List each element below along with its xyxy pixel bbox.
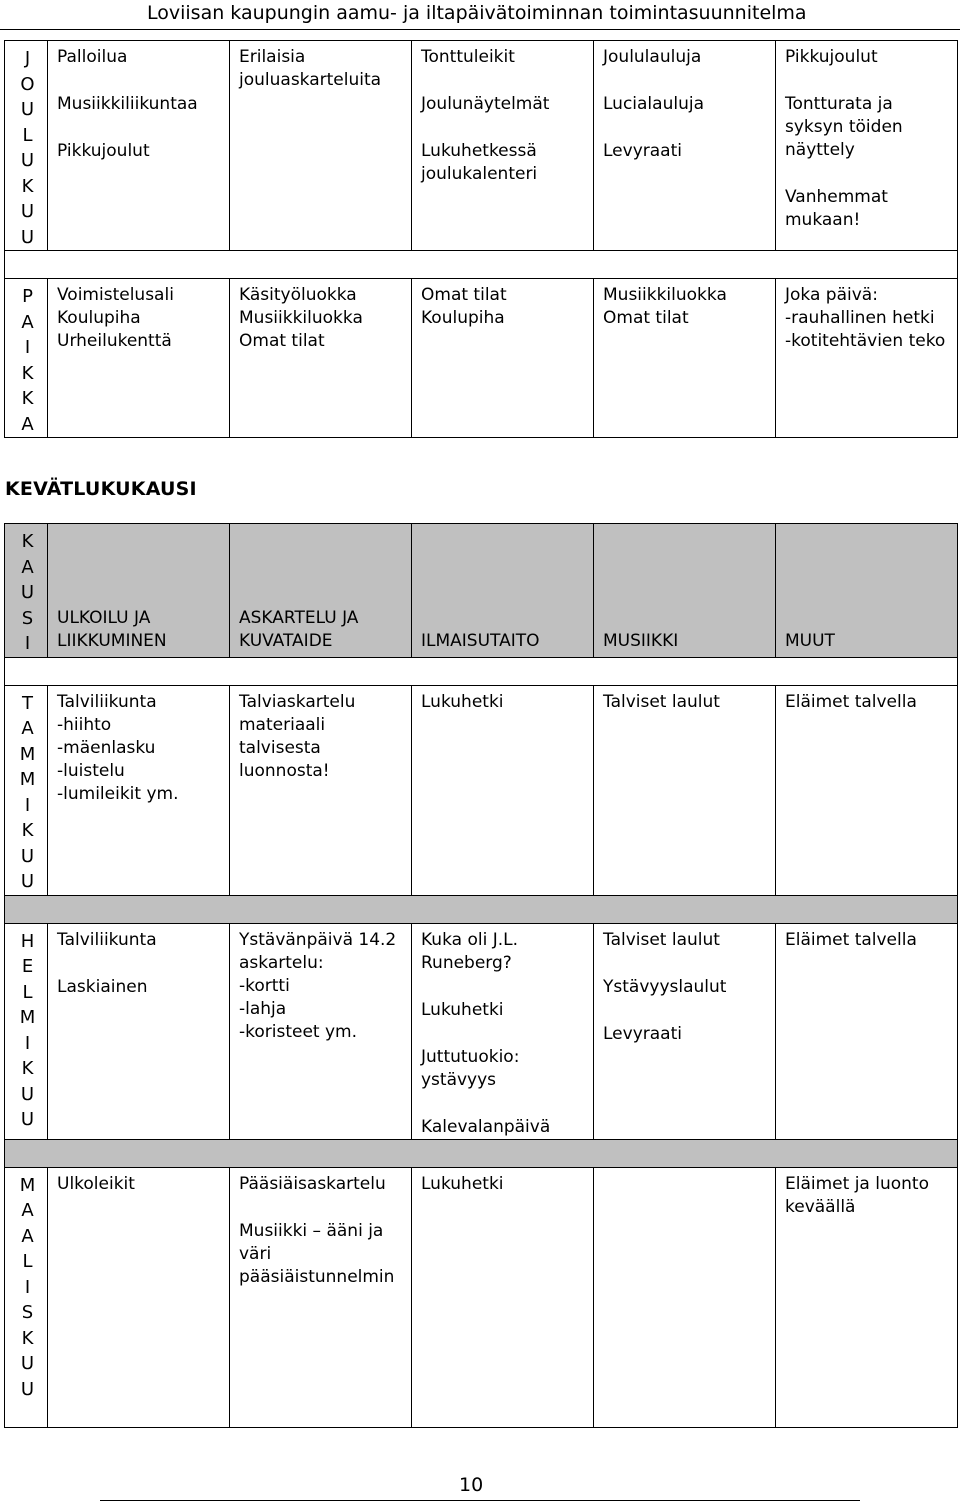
cell-line: ULKOILU JA — [57, 607, 151, 628]
header-outdoor — [48, 524, 230, 658]
cell-line: Palloilua — [57, 47, 128, 67]
month-letter: U — [20, 582, 35, 603]
month-letter: K — [21, 820, 34, 841]
cell-line: LIIKKUMINEN — [57, 630, 167, 651]
cell-line: Musiikkiluokka — [239, 308, 363, 328]
cell-line: joulukalenteri — [421, 164, 538, 184]
cell-crafts — [230, 685, 412, 895]
month-letter: I — [24, 337, 31, 358]
cell-line: Tonttuleikit — [421, 47, 515, 67]
spacer — [57, 952, 223, 976]
cell-line: syksyn töiden — [785, 117, 903, 137]
cell-outdoor — [48, 685, 230, 895]
month-letter: M — [19, 1174, 36, 1196]
spacer — [603, 116, 769, 140]
month-letter: L — [22, 124, 33, 146]
separator-row — [5, 251, 958, 279]
cell-line: Talviaskartelu — [239, 691, 356, 712]
month-letter: I — [24, 1032, 31, 1054]
cell-expression — [412, 923, 594, 1139]
running-header — [0, 0, 960, 30]
month-letter: K — [21, 1058, 34, 1079]
cell-crafts — [230, 1167, 412, 1427]
month-letter: J — [24, 48, 31, 69]
cell-line: jouluaskarteluita — [239, 70, 382, 90]
cell-line: Ystävyyslaulut — [603, 976, 727, 997]
cell-line: -koristeet ym. — [239, 1021, 358, 1042]
spacer — [421, 1022, 587, 1046]
month-letter: O — [20, 73, 35, 95]
cell-outdoor — [48, 923, 230, 1139]
cell-other — [776, 923, 958, 1139]
month-letter: P — [22, 286, 33, 307]
cell-line: Talviset laulut — [603, 929, 720, 950]
month-letters — [5, 524, 48, 658]
month-letter: K — [21, 175, 34, 197]
cell-line: Eläimet ja luonto — [785, 1173, 929, 1194]
cell-line: Voimistelusali — [57, 285, 174, 305]
footer-rule — [100, 1500, 860, 1501]
month-row — [5, 685, 958, 895]
cell-line: Talviliikunta — [57, 929, 157, 950]
header-expression — [412, 524, 594, 658]
season-title: KEVÄTLUKUKAUSI — [5, 478, 197, 500]
month-letter: A — [21, 311, 34, 333]
month-letter: U — [20, 226, 35, 248]
cell-expression — [412, 279, 594, 438]
cell-line: Levyraati — [603, 141, 682, 161]
month-letter: L — [22, 1251, 33, 1272]
cell-line: Joulunäytelmät — [421, 94, 550, 114]
cell-line: Eläimet talvella — [785, 691, 917, 712]
month-letter: I — [24, 1276, 31, 1298]
cell-line: Lukuhetkessä — [421, 141, 537, 161]
cell-outdoor — [48, 41, 230, 251]
spacer — [603, 999, 769, 1023]
month-letter: U — [20, 1378, 35, 1400]
cell-line: Levyraati — [603, 1023, 682, 1044]
header-other — [776, 524, 958, 658]
cell-line: Runeberg? — [421, 952, 512, 973]
cell-line: -mäenlasku — [57, 737, 156, 758]
cell-line: Musiikki – ääni ja — [239, 1220, 384, 1241]
cell-line: Musiikkiluokka — [603, 285, 727, 305]
cell-line: Talviset laulut — [603, 691, 720, 712]
cell-line: talvisesta — [239, 737, 321, 758]
cell-line: -hiihto — [57, 714, 112, 735]
cell-line: näyttely — [785, 140, 855, 160]
month-letters — [5, 41, 48, 251]
cell-expression — [412, 685, 594, 895]
month-letter: I — [24, 794, 31, 816]
cell-other — [776, 41, 958, 251]
cell-line: ILMAISUTAITO — [421, 630, 540, 651]
month-letter: K — [21, 362, 34, 384]
cell-expression — [412, 41, 594, 251]
cell-music — [594, 41, 776, 251]
spacer — [421, 69, 587, 93]
cell-other — [776, 279, 958, 438]
month-row — [5, 923, 958, 1139]
cell-line: Ulkoleikit — [57, 1173, 135, 1194]
cell-line: -kortti — [239, 975, 290, 996]
spacer — [421, 1092, 587, 1116]
spacer — [421, 116, 587, 140]
month-letter: A — [21, 718, 34, 739]
spacer — [57, 69, 223, 93]
cell-line: -lahja — [239, 998, 287, 1019]
cell-line: Joululauluja — [603, 47, 702, 67]
cell-line: Pikkujoulut — [785, 47, 878, 67]
cell-line: Ystävänpäivä 14.2 — [239, 929, 397, 950]
cell-line: Koulupiha — [57, 308, 141, 328]
separator-row — [5, 1139, 958, 1167]
cell-line: luonnosta! — [239, 760, 330, 781]
header-row — [5, 524, 958, 658]
cell-line: Kuka oli J.L. — [421, 929, 518, 950]
separator-row — [5, 895, 958, 923]
cell-line: Erilaisia — [239, 47, 306, 67]
cell-line: Omat tilat — [603, 308, 689, 328]
separator-row — [5, 657, 958, 685]
cell-line: -lumileikit ym. — [57, 783, 179, 804]
cell-line: pääsiäistunnelmin — [239, 1266, 395, 1287]
separator-cell — [5, 895, 958, 923]
top-activity-table — [4, 40, 958, 438]
cell-line: MUSIIKKI — [603, 630, 679, 651]
separator-cell — [5, 251, 958, 279]
separator-cell — [5, 1139, 958, 1167]
cell-line: Laskiainen — [57, 976, 148, 997]
cell-line: väri — [239, 1243, 272, 1264]
month-letter: L — [22, 981, 33, 1003]
month-letter: U — [20, 1083, 35, 1105]
month-letter: S — [21, 607, 34, 629]
cell-music — [594, 279, 776, 438]
month-letter: K — [21, 1327, 34, 1349]
cell-line: Pääsiäisaskartelu — [239, 1173, 386, 1194]
month-letters — [5, 923, 48, 1139]
cell-line: keväällä — [785, 1196, 856, 1217]
cell-expression — [412, 1167, 594, 1427]
cell-line: materiaali — [239, 714, 326, 735]
cell-line: KUVATAIDE — [239, 630, 333, 651]
cell-line: Tontturata ja — [785, 94, 893, 114]
cell-line: MUUT — [785, 630, 835, 651]
spacer — [421, 975, 587, 999]
month-row — [5, 1167, 958, 1427]
cell-line: Lukuhetki — [421, 691, 504, 712]
month-letter: U — [20, 150, 35, 171]
cell-line: Joka päivä: — [785, 285, 878, 305]
header-music — [594, 524, 776, 658]
month-letters — [5, 279, 48, 438]
month-letters — [5, 685, 48, 895]
spacer — [603, 69, 769, 93]
cell-line: Omat tilat — [421, 285, 507, 305]
month-letter: H — [20, 930, 35, 952]
month-letter: U — [20, 1353, 35, 1374]
month-letter: K — [21, 388, 34, 409]
separator-cell — [5, 657, 958, 685]
month-letter: M — [19, 1007, 36, 1028]
cell-line: ystävyys — [421, 1069, 497, 1090]
month-letter: A — [21, 1200, 34, 1221]
cell-crafts — [230, 41, 412, 251]
month-letter: A — [21, 1225, 34, 1247]
header-crafts — [230, 524, 412, 658]
cell-line: Talviliikunta — [57, 691, 157, 712]
cell-line: ASKARTELU JA — [239, 607, 359, 628]
month-letter: K — [21, 531, 34, 552]
cell-crafts — [230, 279, 412, 438]
month-letter: E — [21, 956, 34, 977]
spacer — [603, 952, 769, 976]
spacer — [785, 162, 951, 186]
cell-music — [594, 923, 776, 1139]
month-letter: I — [24, 633, 31, 654]
running-header-title: Loviisan kaupungin aamu- ja iltapäivätoiminnan toimintasuunnitelma — [147, 2, 807, 24]
month-letter: U — [20, 99, 35, 120]
month-letter: A — [21, 556, 34, 578]
month-letter: M — [19, 743, 36, 765]
page-number: 10 — [459, 1474, 484, 1496]
cell-music — [594, 685, 776, 895]
cell-line: Eläimet talvella — [785, 929, 917, 950]
cell-line: Käsityöluokka — [239, 285, 357, 305]
cell-line: -kotitehtävien teko — [785, 331, 946, 351]
spacer — [239, 1196, 405, 1220]
month-letter: U — [20, 201, 35, 222]
cell-line: Juttutuokio: — [421, 1046, 520, 1067]
cell-line: Lukuhetki — [421, 1173, 504, 1194]
month-letter: M — [19, 769, 36, 790]
month-letters — [5, 1167, 48, 1427]
spring-activity-table — [4, 523, 958, 1428]
cell-line: Musiikkiliikuntaa — [57, 94, 198, 114]
month-row — [5, 279, 958, 438]
cell-line: Urheilukenttä — [57, 331, 172, 351]
month-letter: S — [21, 1302, 34, 1323]
cell-other — [776, 1167, 958, 1427]
spacer — [57, 116, 223, 140]
cell-outdoor — [48, 1167, 230, 1427]
cell-line: -luistelu — [57, 760, 125, 781]
cell-line: Lukuhetki — [421, 999, 504, 1020]
cell-music — [594, 1167, 776, 1427]
cell-line: mukaan! — [785, 210, 861, 230]
month-letter: T — [22, 692, 33, 714]
month-letter: A — [21, 413, 34, 435]
cell-line: Omat tilat — [239, 331, 325, 351]
cell-line: -rauhallinen hetki — [785, 308, 935, 328]
cell-other — [776, 685, 958, 895]
cell-line: askartelu: — [239, 952, 324, 973]
month-row — [5, 41, 958, 251]
cell-line: Koulupiha — [421, 308, 505, 328]
cell-line: Pikkujoulut — [57, 141, 150, 161]
cell-outdoor — [48, 279, 230, 438]
month-letter: U — [20, 871, 35, 892]
cell-crafts — [230, 923, 412, 1139]
spacer — [785, 69, 951, 93]
month-letter: U — [20, 845, 35, 867]
cell-line: Lucialauluja — [603, 94, 704, 114]
month-letter: U — [20, 1109, 35, 1130]
cell-line: Kalevalanpäivä — [421, 1116, 551, 1137]
cell-line: Vanhemmat — [785, 187, 888, 207]
